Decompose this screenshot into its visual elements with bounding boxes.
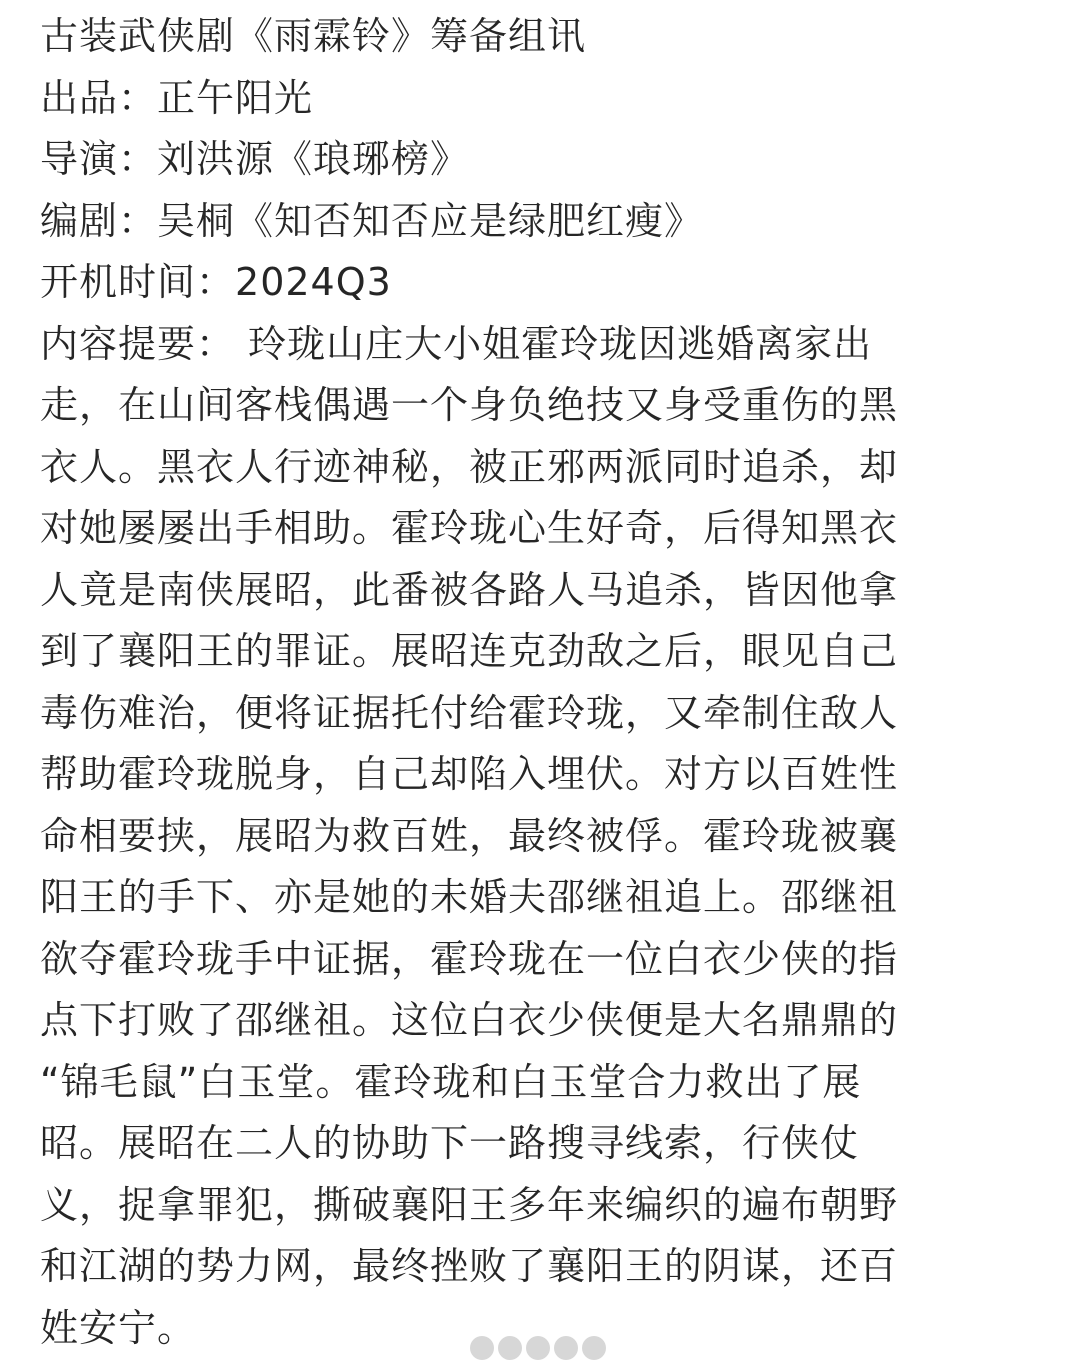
synopsis-line: 和江湖的势力网，最终挫败了襄阳王的阴谋，还百	[40, 1244, 899, 1288]
producer-row	[40, 68, 1040, 130]
synopsis-line: 昭。展昭在二人的协助下一路搜寻线索，行侠仗	[40, 1121, 860, 1165]
synopsis-label: 内容提要：	[40, 321, 236, 366]
director-label: 导演：	[40, 137, 158, 181]
watermark-mark-icon	[526, 1336, 550, 1360]
synopsis-line: 衣人。黑衣人行迹神秘，被正邪两派同时追杀，却	[40, 444, 899, 489]
synopsis-line: 对她屡屡出手相助。霍玲珑心生好奇，后得知黑衣	[40, 506, 899, 550]
director-value: 刘洪源《琅琊榜》	[157, 137, 470, 181]
synopsis-line: 欲夺霍玲珑手中证据，霍玲珑在一位白衣少侠的指	[40, 936, 899, 981]
synopsis-first-line	[40, 314, 1040, 376]
synopsis-line: 姓安宁。	[40, 1305, 197, 1350]
screenwriter-value: 吴桐《知否知否应是绿肥红瘦》	[157, 198, 704, 243]
screenwriter-label: 编剧：	[40, 198, 158, 243]
synopsis-line: 命相要挟，展昭为救百姓，最终被俘。霍玲珑被襄	[40, 813, 899, 858]
director-row	[40, 129, 1040, 191]
start-time-label: 开机时间：	[40, 260, 236, 304]
synopsis-line: 玲珑山庄大小姐霍玲珑因逃婚离家出	[235, 321, 873, 366]
producer-label: 出品：	[40, 75, 158, 120]
watermark-logo	[470, 1335, 620, 1361]
synopsis-line: 到了襄阳王的罪证。展昭连克劲敌之后，眼见自己	[40, 629, 899, 673]
synopsis-line: 阳王的手下、亦是她的未婚夫邵继祖追上。邵继祖	[40, 875, 899, 919]
document-title: 古装武侠剧《雨霖铃》筹备组讯	[40, 14, 587, 58]
watermark-mark-icon	[554, 1336, 578, 1360]
watermark-mark-icon	[582, 1336, 606, 1360]
screenwriter-row	[40, 191, 1040, 253]
start-time-row	[40, 252, 1040, 314]
start-time-value: 2024Q3	[235, 260, 392, 304]
synopsis-line: 走，在山间客栈偶遇一个身负绝技又身受重伤的黑	[40, 383, 899, 427]
synopsis-line: 点下打败了邵继祖。这位白衣少侠便是大名鼎鼎的	[40, 998, 899, 1042]
announcement-document	[40, 6, 1040, 1359]
synopsis-line: 义，捉拿罪犯，撕破襄阳王多年来编织的遍布朝野	[40, 1182, 899, 1227]
synopsis-line: 帮助霍玲珑脱身，自己却陷入埋伏。对方以百姓性	[40, 752, 899, 796]
synopsis-line: 人竟是南侠展昭，此番被各路人马追杀，皆因他拿	[40, 567, 899, 612]
synopsis-line: 毒伤难治，便将证据托付给霍玲珑，又牵制住敌人	[40, 690, 899, 735]
watermark-mark-icon	[498, 1336, 522, 1360]
synopsis-line: “锦毛鼠”白玉堂。霍玲珑和白玉堂合力救出了展	[40, 1059, 862, 1104]
producer-value: 正午阳光	[157, 75, 314, 120]
watermark-mark-icon	[470, 1336, 494, 1360]
